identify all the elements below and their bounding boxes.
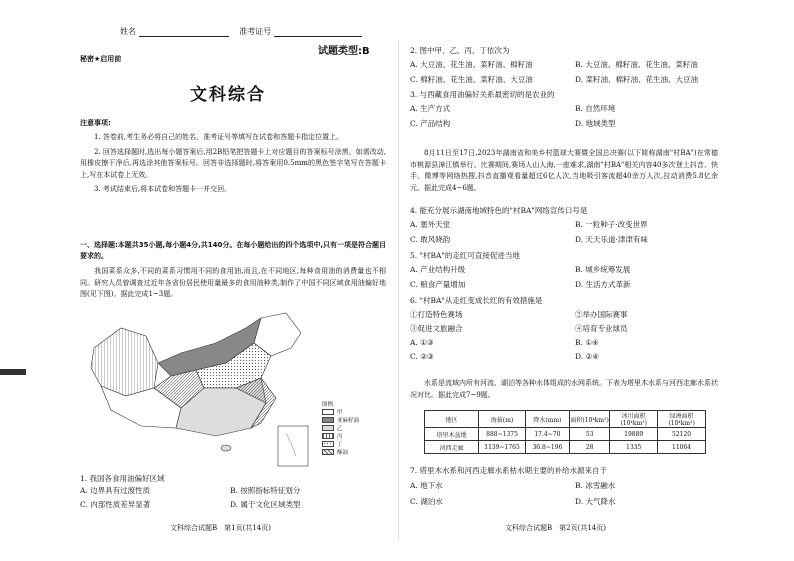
- option[interactable]: A. 产业结构升级: [410, 265, 466, 274]
- statement: ③促进文旅融合: [410, 324, 463, 333]
- table-cell: 28: [570, 441, 610, 454]
- option[interactable]: C. 棉籽油、花生油、菜籽油、大豆油: [410, 75, 533, 84]
- legend-item: 丁: [322, 440, 359, 448]
- legend-item: 甲: [322, 408, 359, 416]
- option[interactable]: A. 大豆油、花生油、菜籽油、棉籽油: [410, 60, 533, 69]
- option[interactable]: D. 地域类型: [575, 119, 616, 128]
- passage-2: 8月11日至17日,2023年湖南省和美乡村篮球大赛暨全国总决赛(以下简称湖南"村BA")在常德市桃源县漳江镇举行。比赛期间,赛场人山人海,一座难求,湖南"村BA"相关内容40多次登上抖音、快手、微博等网络热搜,抖音直播观看量超过6亿人次,当地吸引客流超40余万人次,拉动消费5.8亿余元。据此完成4~6题。: [410, 149, 718, 192]
- table-cell: 36.8~196: [525, 441, 569, 454]
- south-sea-inset: [278, 426, 308, 466]
- option[interactable]: C. 内部性质差异显著: [80, 500, 151, 509]
- statement: ②举办国际赛事: [575, 310, 628, 319]
- name-field: [120, 26, 362, 37]
- question-1: [80, 474, 386, 510]
- statement: ①打造特色赛场: [410, 310, 463, 319]
- table-cell: 17.4~70: [525, 428, 569, 441]
- option[interactable]: B. 城乡统筹发展: [575, 265, 631, 274]
- legend-item: 丙: [322, 432, 359, 440]
- table-row: [425, 441, 706, 454]
- footer-right: 文科综合试题B 第2页(共14页): [505, 524, 606, 532]
- option[interactable]: A. 边界具有过渡性质: [80, 486, 151, 495]
- table-header: 面积(10⁴km²): [570, 411, 610, 428]
- option[interactable]: C. 湖泊水: [410, 497, 443, 506]
- notes-heading: 注意事项:: [80, 119, 111, 127]
- option[interactable]: D. 天天乐道·津津有味: [575, 235, 648, 244]
- table-cell: 888~1375: [479, 428, 525, 441]
- table-cell: 19889: [610, 428, 658, 441]
- option[interactable]: D. 菜籽油、棉籽油、花生油、大豆油: [575, 75, 699, 84]
- page-title: 文科综合: [190, 85, 266, 105]
- table-header: 降水(mm): [525, 411, 569, 428]
- table-header: 地区: [425, 411, 479, 428]
- name-blank: [139, 27, 229, 37]
- footer-left: 文科综合试题B 第1页(共14页): [170, 524, 271, 532]
- option[interactable]: A. 地下水: [410, 481, 443, 490]
- option[interactable]: A. 生产方式: [410, 104, 451, 113]
- option[interactable]: D. 大气降水: [575, 497, 616, 506]
- exam-no-label: 准考证号: [239, 27, 272, 36]
- table-cell: 1139~1765: [479, 441, 525, 454]
- option[interactable]: B. 冰雪融水: [575, 481, 616, 490]
- legend-item: 亚麻籽油: [322, 416, 359, 424]
- table-cell: 塔里木盆地: [425, 428, 479, 441]
- table-header: 冰川面积(10⁴km²): [610, 411, 658, 428]
- statement: ④培育专业球员: [575, 324, 628, 333]
- option[interactable]: C. 产品结构: [410, 119, 451, 128]
- note-item: 3. 考试结束后,将本试卷和答题卡一并交回。: [94, 185, 232, 193]
- passage-1: 我国菜系众多,不同的菜系习惯用不同的食用油,而且,在不同地区,每种食用油的消费量也不相同。研究人员曾调查过近年各省份居民使用量最多的食用油种类,制作了中国不同区域食用油偏好地图(见下图)。据此完成1~3题。: [80, 267, 386, 298]
- data-table: [424, 410, 706, 454]
- hainan-island: [221, 445, 231, 451]
- notes: [80, 118, 386, 196]
- option[interactable]: C. 敢风晓韵: [410, 235, 451, 244]
- passage-3: 水系是流域内所有河流、湖泊等各种水体组成的水网系统。下表为塔里木水系与河西走廊水系状况对比。据此完成7~9题。: [410, 379, 718, 399]
- option[interactable]: B. ①④: [575, 338, 599, 347]
- questions-2-3: [410, 46, 718, 129]
- secret-mark: 秘密★启用前: [80, 55, 122, 63]
- table-cell: 53: [570, 428, 610, 441]
- option[interactable]: D. 生活方式革新: [575, 280, 631, 289]
- option[interactable]: D. ②④: [575, 352, 599, 361]
- option[interactable]: A. ①③: [410, 338, 434, 347]
- table-cell: 河西走廊: [425, 441, 479, 454]
- question-stem: 3. 与西藏食用油偏好关系最密切的是农业的: [410, 90, 555, 99]
- legend-item: 乙: [322, 424, 359, 432]
- page-divider: [398, 40, 399, 540]
- section-heading: 一、选择题:本题共35小题,每小题4分,共140分。在每小题给出的四个选项中,只有一项是符合题目要求的。: [80, 241, 386, 260]
- option[interactable]: D. 属于文化区域类型: [230, 500, 301, 509]
- table-header: 海拔(m): [479, 411, 525, 428]
- option[interactable]: B. 自然环境: [575, 104, 616, 113]
- option[interactable]: C. ②③: [410, 352, 434, 361]
- option[interactable]: B. 一粒种子·改变世界: [575, 220, 648, 229]
- note-item: 1. 答卷前,考生务必将自己的姓名、准考证号等填写在试卷和答题卡指定位置上。: [94, 133, 344, 141]
- map-svg: [86, 308, 316, 470]
- option[interactable]: A. 塞外天堂: [410, 220, 451, 229]
- table-header: 绿洲面积(10⁴km²): [658, 411, 706, 428]
- edge-tab: [0, 369, 26, 375]
- question-stem: 5. "村BA"的走红可直接促进当地: [410, 251, 520, 260]
- option[interactable]: B. 按照指标特征划分: [230, 486, 301, 495]
- table-row: [425, 428, 706, 441]
- question-7: [410, 466, 718, 507]
- question-stem: 4. 能充分展示湖南地域特色的"村BA"网络宣传口号是: [410, 206, 588, 215]
- table-cell: 52120: [658, 428, 706, 441]
- table-cell: 1335: [610, 441, 658, 454]
- table-cell: 11064: [658, 441, 706, 454]
- name-label: 姓名: [120, 27, 136, 36]
- question-stem: 7. 塔里木水系和河西走廊水系枯水期主要的补给水源来自于: [410, 466, 608, 475]
- note-item: 2. 回答选择题时,选出每小题答案后,用2B铅笔把答题卡上对应题目的答案标号涂黑。如需改动,用橡皮擦干净后,再选涂其他答案标号。回答非选择题时,将答案用0.5mm的黑色签字笔写在答题卡上,写在本试卷上无效。: [80, 147, 386, 179]
- table-header-row: [425, 411, 706, 428]
- question-stem: 1. 我国各食用油偏好区域: [80, 474, 165, 483]
- option[interactable]: C. 粮食产量增加: [410, 280, 466, 289]
- legend-item: 酥油: [322, 448, 359, 456]
- map-legend: [322, 400, 359, 456]
- question-stem: 2. 图中甲、乙、丙、丁依次为: [410, 46, 510, 55]
- exam-no-blank: [274, 27, 362, 37]
- exam-type: 试题类型:B: [318, 46, 370, 57]
- question-stem: 6. "村BA"从走红变成长红的有效措施是: [410, 296, 543, 305]
- option[interactable]: B. 大豆油、棉籽油、花生油、菜籽油: [575, 60, 698, 69]
- china-oil-map: [86, 308, 376, 470]
- legend-title: 图例: [322, 402, 334, 408]
- questions-4-6: [410, 206, 718, 362]
